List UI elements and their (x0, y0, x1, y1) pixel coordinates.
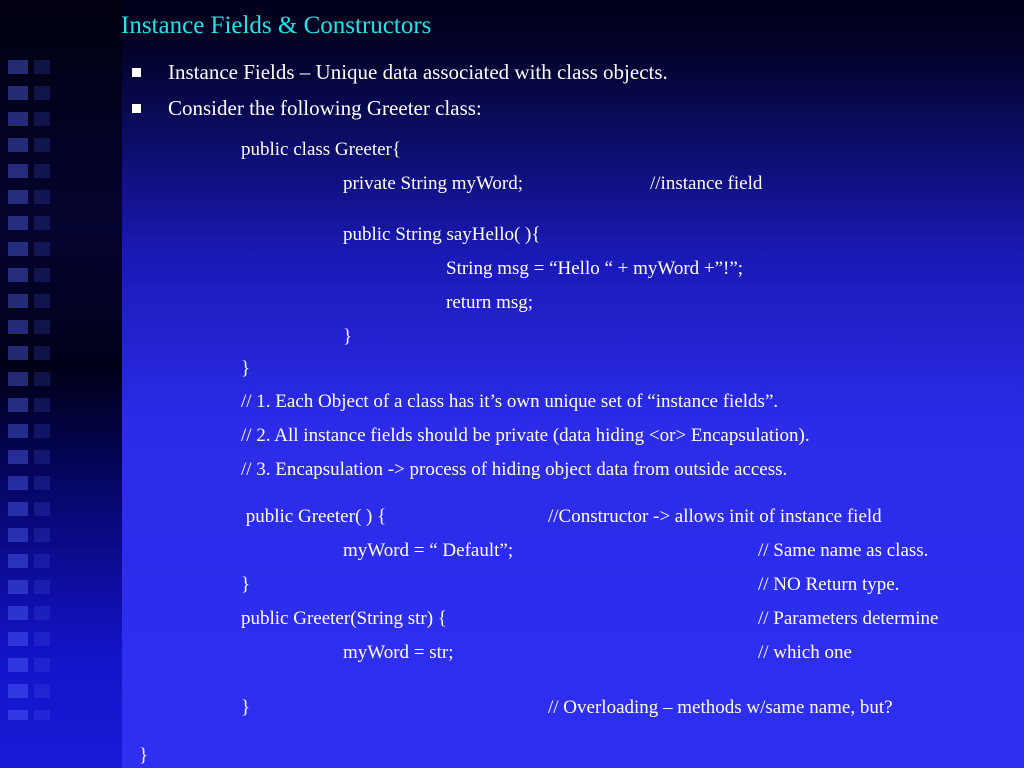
code-line-method-close: } (343, 326, 353, 347)
code-line-ctor-param-close: } (241, 697, 251, 718)
bullet-item-2 (132, 96, 482, 121)
code-comment-2: // 2. All instance fields should be private (data hiding <or> Encapsulation). (241, 425, 810, 446)
code-line-class-close: } (241, 358, 251, 379)
code-line-ctor-param-assign: myWord = str; (343, 642, 454, 663)
code-line-method-decl: public String sayHello( ){ (343, 224, 541, 245)
code-line-msg: String msg = “Hello “ + myWord +”!”; (446, 258, 744, 279)
code-comment-which-one: // which one (758, 642, 852, 663)
bullet-text-1: Instance Fields – Unique data associated with class objects. (168, 60, 668, 84)
code-comment-no-return: // NO Return type. (758, 574, 900, 595)
slide-title: Instance Fields & Constructors (121, 12, 432, 39)
decorative-squares-secondary (34, 60, 50, 720)
bullet-square-icon (132, 104, 141, 113)
code-line-ctor-default: public Greeter( ) { (241, 506, 387, 527)
code-line-ctor-param: public Greeter(String str) { (241, 608, 447, 629)
code-line-ctor-close: } (241, 574, 251, 595)
code-line-class-decl: public class Greeter{ (241, 139, 401, 160)
code-comment-1: // 1. Each Object of a class has it’s own unique set of “instance fields”. (241, 391, 779, 412)
code-line-final-close: } (139, 745, 149, 766)
bullet-item-1 (132, 60, 668, 85)
code-comment-overloading: // Overloading – methods w/same name, but? (548, 697, 893, 718)
code-comment-3: // 3. Encapsulation -> process of hiding object data from outside access. (241, 459, 788, 480)
decorative-side-band (0, 0, 122, 768)
code-comment-field: //instance field (650, 173, 763, 194)
decorative-squares (8, 60, 28, 720)
code-comment-ctor: //Constructor -> allows init of instance field (548, 506, 882, 527)
code-comment-params: // Parameters determine (758, 608, 939, 629)
code-line-ctor-assign: myWord = “ Default”; (343, 540, 514, 561)
code-comment-same-name: // Same name as class. (758, 540, 929, 561)
bullet-text-2: Consider the following Greeter class: (168, 96, 482, 120)
code-line-return: return msg; (446, 292, 534, 313)
bullet-square-icon (132, 68, 141, 77)
code-line-field: private String myWord; (343, 173, 523, 194)
